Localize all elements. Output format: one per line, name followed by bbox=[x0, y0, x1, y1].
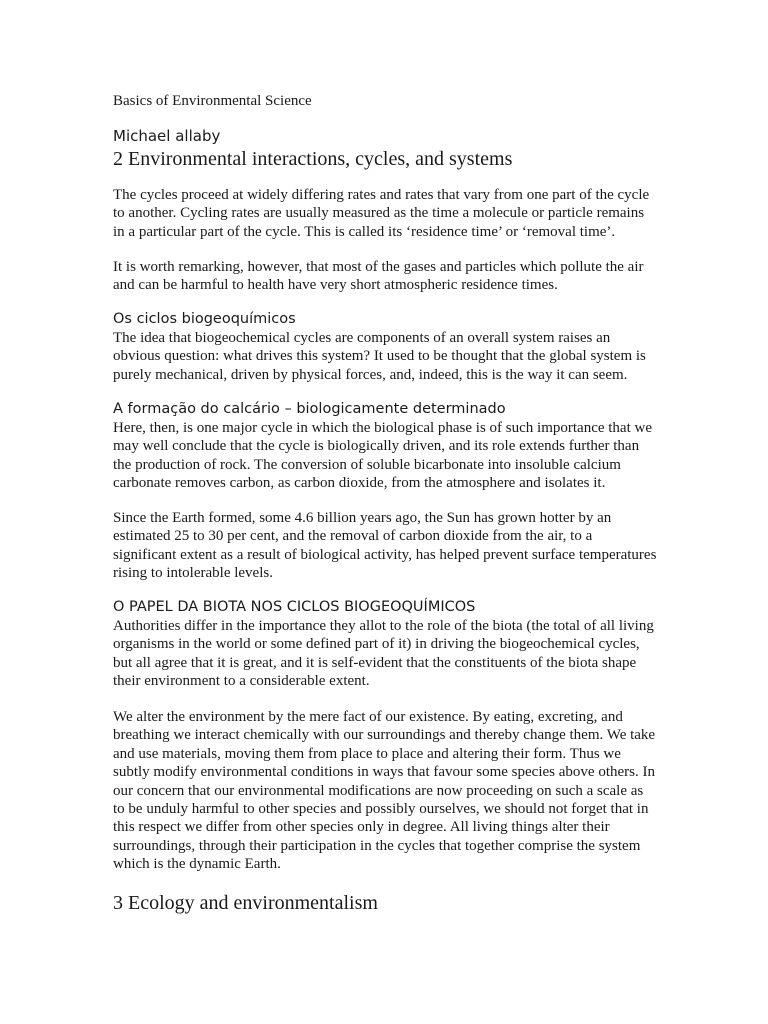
paragraph-residence-time: The cycles proceed at widely differing rates and rates that vary from one part of the cycle to another. Cycling rates are usually measured as the time a molecule or particle remains in a particular part of the cycle. This is called its ‘residence time’ or ‘removal time’. bbox=[113, 187, 650, 240]
section-heading-biogeochemical-cycles: Os ciclos biogeoquímicos bbox=[113, 311, 296, 327]
paragraph-earth-temperature: Since the Earth formed, some 4.6 billion years ago, the Sun has grown hotter by an estimated 25 to 30 per cent, and the removal of carbon dioxide from the air, to a significant extent as a result of biological activity, has helped prevent surface temperatures rising to intolerable levels. bbox=[113, 510, 657, 582]
paragraph-human-impact: We alter the environment by the mere fact of our existence. By eating, excreting, and breathing we interact chemically with our surroundings and thereby change them. We take and use materials, moving them from place to place and altering their form. Thus we subtly modify environmental conditions in ways that favour some species above others. In our concern that our environmental modifications are now proceeding on such a scale as to be unduly harmful to other species and possibly ourselves, we should not forget that in this respect we differ from other species only in degree. All living things alter their surroundings, through their participation in the cycles that together comprise the system which is the dynamic Earth. bbox=[113, 709, 656, 873]
chapter-3-heading: 3 Ecology and environmentalism bbox=[113, 892, 378, 914]
chapter-2-heading: 2 Environmental interactions, cycles, and systems bbox=[113, 148, 513, 170]
paragraph-pollutants: It is worth remarking, however, that most of the gases and particles which pollute the air and can be harmful to health have very short atmospheric residence times. bbox=[113, 259, 644, 294]
paragraph-biological-cycle: Here, then, is one major cycle in which the biological phase is of such importance that we may well conclude that the cycle is biologically driven, and its role extends further than the production of rock. The conversion of soluble bicarbonate into insoluble calcium carbonate removes carbon, as carbon dioxide, from the atmosphere and isolates it. bbox=[113, 420, 652, 492]
section-heading-biota-role: O PAPEL DA BIOTA NOS CICLOS BIOGEOQUÍMICOS bbox=[113, 599, 476, 615]
author-name: Michael allaby bbox=[113, 127, 221, 145]
paragraph-biota-importance: Authorities differ in the importance they allot to the role of the biota (the total of all living organisms in the world or some defined part of it) in driving the biogeochemical cycles, but all agree that it is great, and it is self-evident that the constituents of the biota shape their environment to a considerable extent. bbox=[113, 618, 654, 690]
document-title: Basics of Environmental Science bbox=[113, 93, 312, 109]
section-heading-limestone: A formação do calcário – biologicamente determinado bbox=[113, 401, 506, 417]
paragraph-system-driver: The idea that biogeochemical cycles are components of an overall system raises an obvious question: what drives this system? It used to be thought that the global system is purely mechanical, driven by physical forces, and, indeed, this is the way it can seem. bbox=[113, 330, 646, 383]
